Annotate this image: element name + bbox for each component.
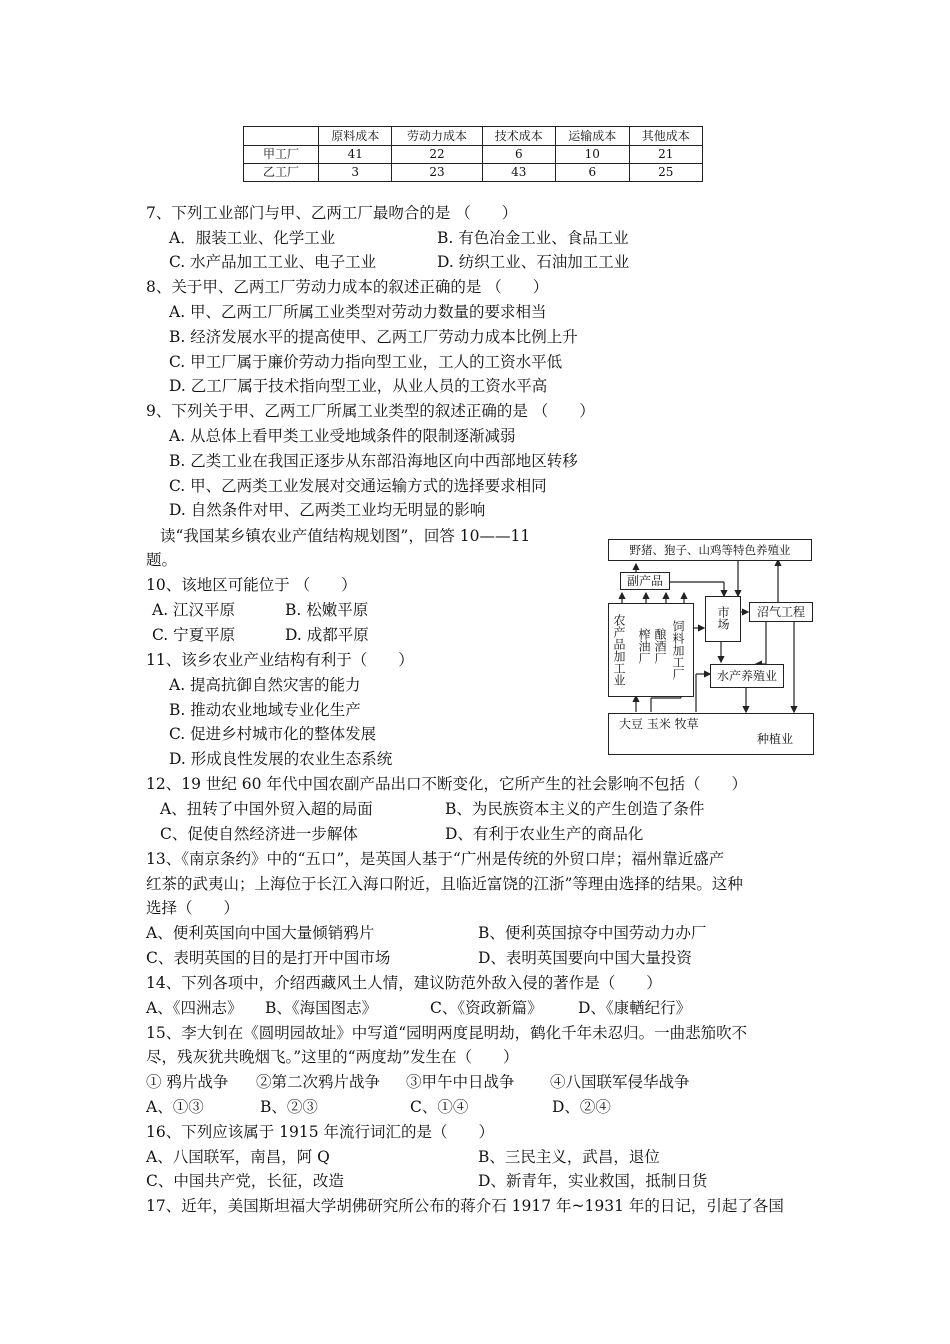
- option-text: D、新青年，实业救国，抵制日货: [478, 1172, 708, 1190]
- question-13-cont: 选择（ ）: [146, 899, 240, 917]
- option-text: D. 乙工厂属于技术指向型工业，从业人员的工资水平高: [169, 377, 548, 395]
- table-cell: 22: [392, 146, 482, 164]
- table-cell: 6: [482, 146, 555, 164]
- option-text: B. 经济发展水平的提高使甲、乙两工厂劳动力成本比例上升: [169, 328, 578, 346]
- table-cell: 甲工厂: [244, 146, 319, 164]
- question-8: 8、关于甲、乙两工厂劳动力成本的叙述正确的是 （ ）: [146, 278, 549, 296]
- table-cell: 乙工厂: [244, 164, 319, 182]
- option-text: C、中国共产党，长征，改造: [146, 1172, 344, 1190]
- option-text: A. 提高抗御自然灾害的能力: [169, 676, 361, 694]
- option-text: B. 乙类工业在我国正逐步从东部沿海地区向中西部地区转移: [169, 452, 578, 470]
- processing-label: 农产品加工业: [612, 614, 626, 686]
- question-16: 16、下列应该属于 1915 年流行词汇的是（ ）: [146, 1123, 495, 1141]
- option-text: ②第二次鸦片战争: [256, 1073, 381, 1091]
- table-header-cell: 运输成本: [556, 127, 629, 146]
- crops-label: 大豆 玉米 牧草: [619, 717, 699, 731]
- table-header-cell: 技术成本: [482, 127, 555, 146]
- reading-prompt-cont: 题。: [146, 551, 178, 569]
- option-text: A. 江汉平原: [152, 601, 236, 619]
- question-14: 14、下列各项中，介绍西藏风土人情，建议防范外敌入侵的著作是（ ）: [146, 974, 662, 992]
- market-box: [705, 596, 741, 642]
- table-header-cell: 其他成本: [629, 127, 703, 146]
- option-text: B、三民主义，武昌，退位: [478, 1148, 660, 1166]
- option-text: D、②④: [552, 1098, 611, 1116]
- table-header-row: [244, 127, 703, 146]
- question-17: 17、近年，美国斯坦福大学胡佛研究所公布的蒋介石 1917 年~1931 年的日记，引起了各国: [146, 1197, 784, 1215]
- table-cell: 6: [556, 164, 629, 182]
- option-text: A. 甲、乙两工厂所属工业类型对劳动力数量的要求相当: [169, 303, 547, 321]
- option-text: A. 从总体上看甲类工业受地域条件的限制逐渐减弱: [169, 427, 516, 445]
- table-row: [244, 164, 703, 182]
- question-15: 15、李大钊在《圆明园故址》中写道“园明两度昆明劫，鹤化千年未忍归。一曲悲笳吹不: [146, 1024, 748, 1042]
- table-cell: 3: [319, 164, 392, 182]
- table-cell: 25: [629, 164, 703, 182]
- option-text: D. 自然条件对甲、乙两类工业均无明显的影响: [169, 501, 486, 519]
- aquaculture-box: 水产养殖业: [710, 664, 784, 688]
- option-text: D、有利于农业生产的商品化: [445, 825, 644, 843]
- table-header-cell: [244, 127, 319, 146]
- option-text: C. 宁夏平原: [152, 626, 236, 644]
- question-10: 10、该地区可能位于 （ ）: [146, 576, 357, 594]
- option-text: C. 甲、乙两类工业发展对交通运输方式的选择要求相同: [169, 477, 547, 495]
- option-text: D、表明英国要向中国大量投资: [478, 949, 692, 967]
- table-cell: 41: [319, 146, 392, 164]
- feed-plant-label: 饲料加工厂: [671, 620, 685, 680]
- option-text: C. 水产品加工工业、电子工业: [169, 253, 377, 271]
- byproduct-box: 副产品: [620, 572, 670, 590]
- option-text: B、便利英国掠夺中国劳动力办厂: [478, 924, 707, 942]
- market-label: 市场: [716, 606, 730, 630]
- option-text: C、促使自然经济进一步解体: [160, 825, 358, 843]
- option-text: B. 推动农业地域专业化生产: [169, 701, 361, 719]
- option-text: B、《海国图志》: [265, 999, 378, 1017]
- table-header-cell: 原料成本: [319, 127, 392, 146]
- option-text: C. 甲工厂属于廉价劳动力指向型工业，工人的工资水平低: [169, 353, 563, 371]
- option-text: D. 形成良性发展的农业生态系统: [169, 750, 393, 768]
- option-text: ③甲午中日战争: [406, 1073, 515, 1091]
- question-7: 7、下列工业部门与甲、乙两工厂最吻合的是 （ ）: [146, 204, 518, 222]
- option-text: C、①④: [410, 1098, 469, 1116]
- option-text: B. 松嫩平原: [285, 601, 369, 619]
- table-row: [244, 146, 703, 164]
- option-text: C、《资政新篇》: [430, 999, 543, 1017]
- question-13-cont: 红茶的武夷山；上海位于长江入海口附近，且临近富饶的江浙”等理由选择的结果。这种: [146, 875, 743, 893]
- table-cell: 21: [629, 146, 703, 164]
- option-text: A、便利英国向中国大量倾销鸦片: [146, 924, 375, 942]
- option-text: A、扭转了中国外贸入超的局面: [160, 800, 373, 818]
- question-9: 9、下列关于甲、乙两工厂所属工业类型的叙述正确的是 （ ）: [146, 402, 595, 420]
- agri-structure-diagram: [606, 538, 816, 756]
- table-cell: 43: [482, 164, 555, 182]
- option-text: D、《康輶纪行》: [578, 999, 692, 1017]
- table-cell: 23: [392, 164, 482, 182]
- brewery-label: 酿酒厂: [653, 628, 667, 664]
- option-text: A、①③: [146, 1098, 204, 1116]
- planting-label: 种植业: [757, 732, 794, 746]
- table-cell: 10: [556, 146, 629, 164]
- question-15-cont: 尽，残灰犹共晚烟飞。”这里的“两度劫”发生在（ ）: [146, 1048, 519, 1066]
- option-text: ① 鸦片战争: [146, 1073, 229, 1091]
- biogas-box: 沼气工程: [749, 602, 813, 622]
- question-11: 11、该乡农业产业结构有利于（ ）: [146, 651, 414, 669]
- table-header-cell: 劳动力成本: [392, 127, 482, 146]
- option-text: A、《四洲志》: [146, 999, 243, 1017]
- option-text: B. 有色冶金工业、食品工业: [437, 229, 629, 247]
- option-text: A．服装工业、化学工业: [169, 229, 336, 247]
- option-text: A、八国联军，南昌，阿 Q: [146, 1148, 330, 1166]
- processing-box: [608, 603, 694, 697]
- option-text: B、②③: [260, 1098, 318, 1116]
- option-text: D. 纺织工业、石油加工工业: [437, 253, 630, 271]
- cost-table: [243, 126, 703, 182]
- option-text: C、表明英国的目的是打开中国市场: [146, 949, 391, 967]
- question-12: 12、19 世纪 60 年代中国农副产品出口不断变化，它所产生的社会影响不包括（ ）: [146, 775, 747, 793]
- special-breeding-box: 野猪、狍子、山鸡等特色养殖业: [608, 539, 812, 561]
- question-13: 13、《南京条约》中的“五口”，是英国人基于“广州是传统的外贸口岸；福州靠近盛产: [146, 850, 725, 868]
- oil-plant-label: 榨油厂: [637, 628, 651, 664]
- option-text: ④八国联军侵华战争: [550, 1073, 690, 1091]
- option-text: B、为民族资本主义的产生创造了条件: [445, 800, 705, 818]
- option-text: D. 成都平原: [285, 626, 369, 644]
- planting-box: [608, 713, 814, 755]
- option-text: C. 促进乡村城市化的整体发展: [169, 725, 377, 743]
- reading-prompt: 读“我国某乡镇农业产值结构规划图”，回答 10——11: [160, 527, 531, 545]
